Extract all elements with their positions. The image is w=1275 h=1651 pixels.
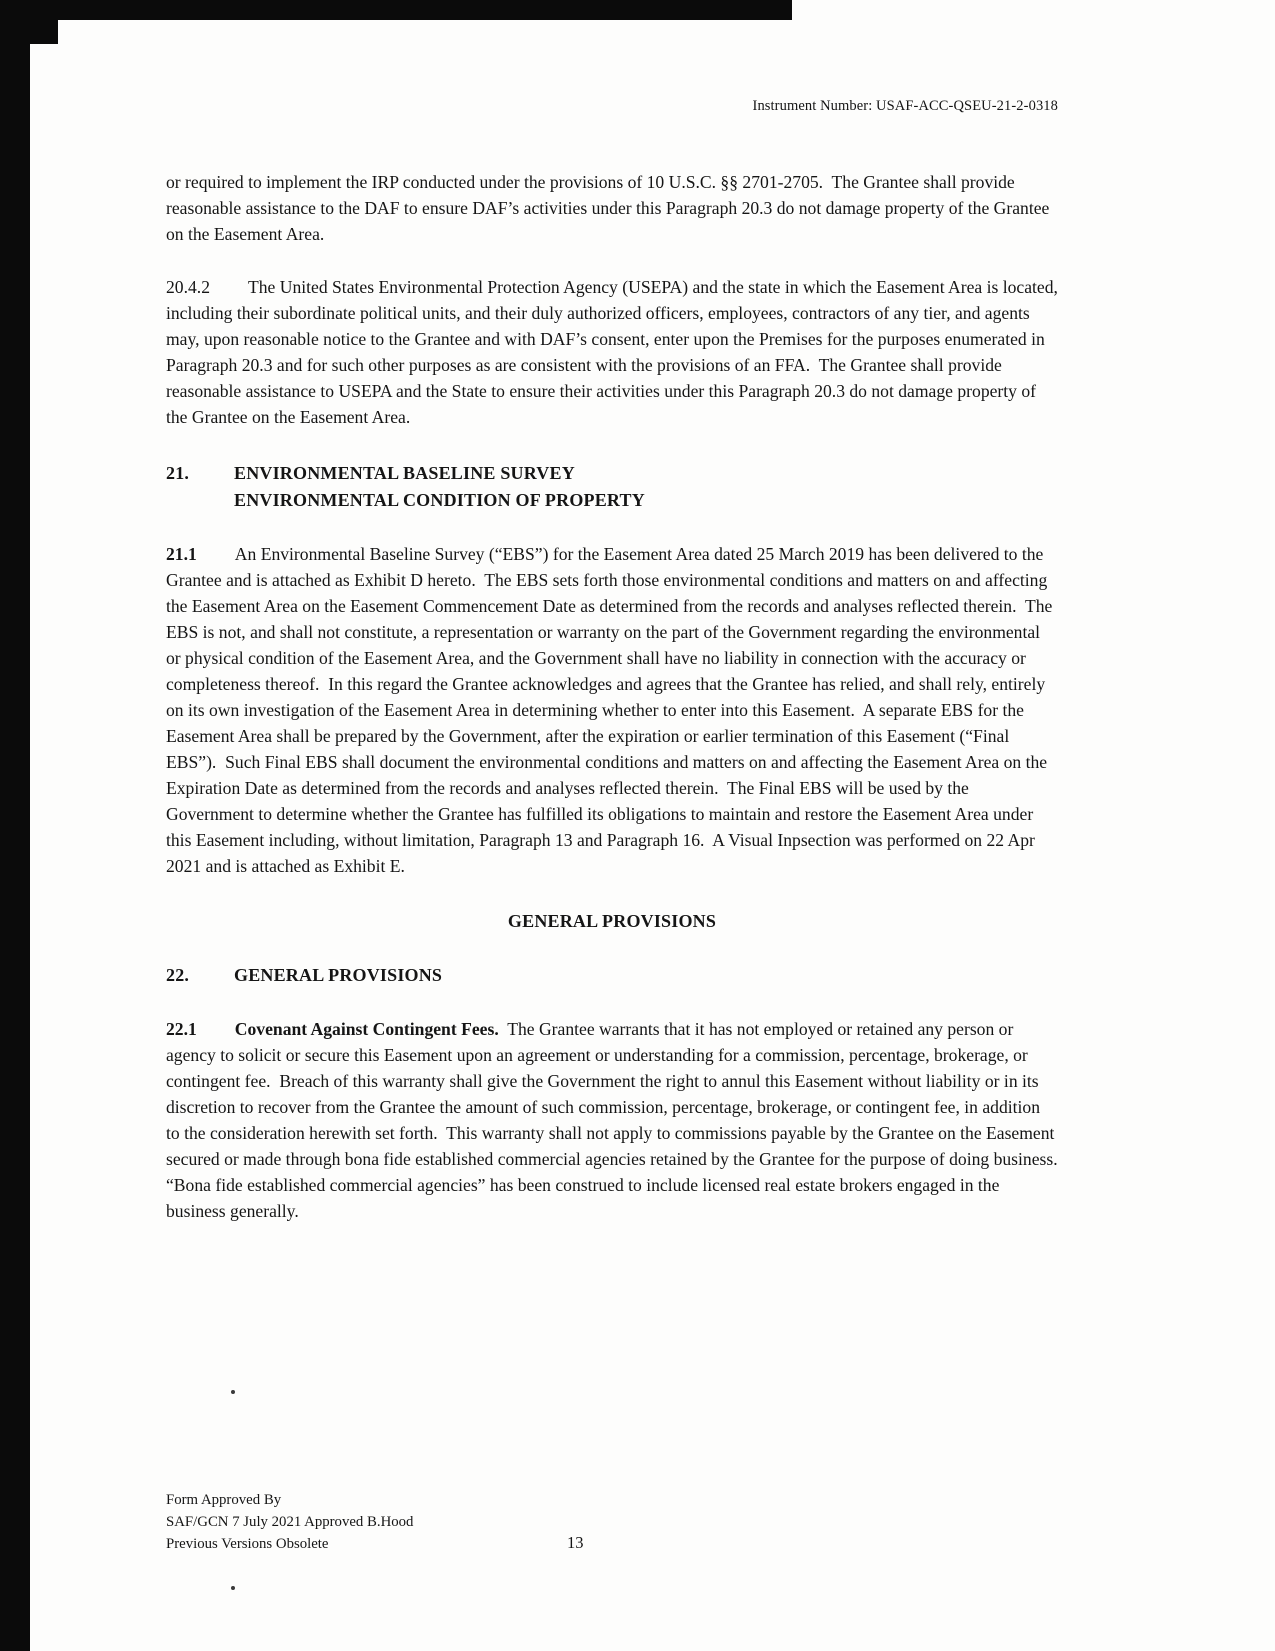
scan-speck (231, 1586, 235, 1590)
section-number: 21. (166, 463, 190, 483)
paragraph-number: 22.1 (166, 1019, 197, 1039)
page-number: 13 (567, 1533, 584, 1552)
footer-block (166, 1489, 413, 1555)
footer-line-form-approved: Form Approved By (166, 1492, 282, 1508)
section-title (234, 460, 645, 514)
section-heading-21 (166, 460, 1058, 514)
paragraph-20-4-2 (166, 274, 1063, 430)
paragraph-text: The United States Environmental Protection Agency (USEPA) and the state in which the Easement Area is located, including their subordinate political units, and their duly authorized officers, employees, contractors of any tier, and agents may, upon reasonable notice to the Grantee and with DAF’s consent, enter upon the Premises for the purposes enumerated in Paragraph 20.3 and for such other purposes as are consistent with the provisions of an FFA. The Grantee shall provide reasonable assistance to USEPA and the State to ensure their activities under this Paragraph 20.3 do not damage property of the Grantee on the Easement Area. (166, 277, 1063, 427)
section-number: 22. (166, 965, 190, 985)
scan-artifact-corner (0, 0, 58, 44)
paragraph-21-1 (166, 541, 1058, 879)
scan-speck (231, 1390, 235, 1394)
paragraph-title: Covenant Against Contingent Fees. (234, 1019, 499, 1039)
instrument-number: Instrument Number: USAF-ACC-QSEU-21-2-0318 (752, 98, 1058, 114)
document-content (166, 0, 1067, 1224)
general-provisions-centered-heading: GENERAL PROVISIONS (507, 911, 717, 931)
paragraph-text: The Grantee warrants that it has not employed or retained any person or agency to solicit or secure this Easement upon an agreement or understanding for a commission, percentage, brokerage, or contingent fee. Breach of this warranty shall give the Government the right to annul this Easement without liability or in its discretion to recover from the Grantee the amount of such commission, percentage, brokerage, or contingent fee, in addition to the consideration herewith set forth. This warranty shall not apply to commissions payable by the Grantee on the Easement secured or made through bona fide established commercial agencies retained by the Grantee for the purpose of doing business. “Bona fide established commercial agencies” has been construed to include licensed real estate brokers engaged in the business generally. (166, 1019, 1067, 1221)
footer-line-approval: SAF/GCN 7 July 2021 Approved B.Hood (166, 1514, 414, 1530)
paragraph-text: An Environmental Baseline Survey (“EBS”) for the Easement Area dated 25 March 2019 has been delivered to the Grantee and is attached as Exhibit D hereto. The EBS sets forth those environmental conditions and matters on and affecting the Easement Area on the Easement Commencement Date as determined from the records and analyses reflected therein. The EBS is not, and shall not constitute, a representation or warranty on the part of the Government regarding the environmental or physical condition of the Easement Area, and the Government shall have no liability in connection with the accuracy or completeness thereof. In this regard the Grantee acknowledges and agrees that the Grantee has relied, and shall rely, entirely on its own investigation of the Easement Area in determining whether to enter into this Easement. A separate EBS for the Easement Area shall be prepared by the Government, after the expiration or earlier termination of this Easement (“Final EBS”). Such Final EBS shall document the environmental conditions and matters on and affecting the Easement Area on the Expiration Date as determined from the records and analyses reflected therein. The Final EBS will be used by the Government to determine whether the Grantee has fulfilled its obligations to maintain and restore the Easement Area under this Easement including, without limitation, Paragraph 13 and Paragraph 16. A Visual Inpsection was performed on 22 Apr 2021 and is attached as Exhibit E. (166, 544, 1057, 876)
paragraph-number: 20.4.2 (166, 277, 210, 297)
paragraph-continuation: or required to implement the IRP conducted under the provisions of 10 U.S.C. §§ 2701-2705. The Grantee shall provide reasonable assistance to the DAF to ensure DAF’s activities under this Paragraph 20.3 do not damage property of the Grantee on the Easement Area. (166, 172, 1054, 244)
section-title-line2: ENVIRONMENTAL CONDITION OF PROPERTY (234, 490, 645, 510)
section-title: GENERAL PROVISIONS (234, 965, 443, 985)
paragraph-22-1 (166, 1016, 1067, 1224)
footer-line-obsolete: Previous Versions Obsolete (166, 1536, 329, 1552)
section-title-line1: ENVIRONMENTAL BASELINE SURVEY (234, 463, 575, 483)
scan-artifact-left-bar (0, 0, 30, 1651)
section-heading-22 (166, 962, 1058, 989)
paragraph-number: 21.1 (166, 544, 197, 564)
